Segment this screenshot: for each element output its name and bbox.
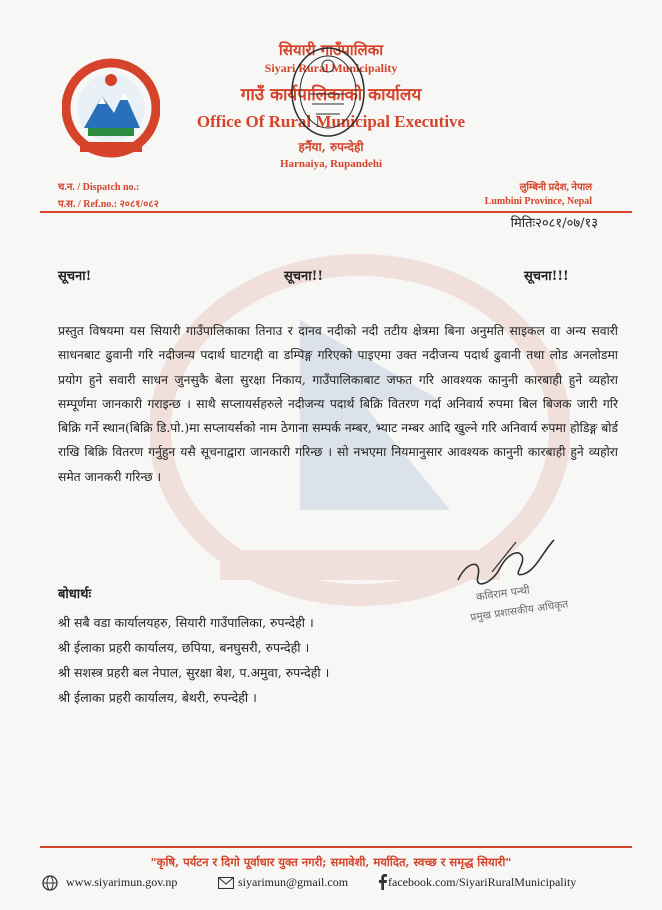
office-name-ne: गाउँ कार्यपालिकाको कार्यालय (240, 85, 422, 105)
letter-date: मितिः२०८१/०७/१३ (510, 216, 598, 231)
notice-heading-1: सूचना! (58, 269, 92, 284)
dispatch-number: च.न. / Dispatch no.: (58, 182, 140, 193)
mail-icon (218, 877, 234, 889)
notice-body: प्रस्तुत विषयमा यस सियारी गाउँपालिकाका तिनाउ र दानव नदीको नदी तटीय क्षेत्रमा बिना अनुमति साइकल वा अन्य सवारी साधनबाट ढुवानी गरि नदीजन्य पदार्थ घाटगद्दी वा डम्पिङ्ग गरिएको पाइएमा उक्त नदीजन्य पदार्थ ढुवानी तथा लोड अनलोडमा प्रयोग हुने सवारी साधन जुनसुकै बेला सुरक्षा निकाय, गाउँपालिकाबाट जफत गरि आवश्यक कानुनी कारबाही हुने व्यहोरा सम्पूर्णमा जानकारी गराइन्छ । साथै सप्लायर्सहरुले नदीजन्य पदार्थ बिक्रि वितरण गर्दा अनिवार्य रुपमा बिल बिजक जारी गरि बिक्रि गर्ने स्थान(बिक्रि डि.पो.)मा सप्लायर्सको नाम ठेगाना सम्पर्क नम्बर, भ्याट नम्बर आदि खुल्ने गरि अनिवार्य रुपमा होडिङ्ग बोर्ड राखि बिक्रि वितरण गर्नुहुन यसै सूचनाद्वारा जानकारी गरिन्छ । सो नभएमा नियमानुसार आवश्यक कानुनी कारबाही हुने व्यहोरा समेत जानकरी गरिन्छ । (58, 324, 618, 484)
signatory-name: कविराम पन्थी (475, 583, 531, 604)
place-name-en: Harnaiya, Rupandehi (279, 158, 383, 170)
website-link[interactable]: www.siyarimun.gov.np (66, 875, 178, 889)
signatory-title: प्रमुख प्रशासकीय अधिकृत (469, 598, 569, 624)
stamp-icon (288, 44, 368, 140)
notice-heading-2: सूचना!! (284, 269, 324, 284)
footer-divider (40, 846, 632, 848)
cc-item: श्री सबै वडा कार्यालयहरु, सियारी गाउँपालिका, रुपन्देही । (58, 615, 314, 630)
footer-slogan: "कृषि, पर्यटन र दिगो पूर्वाधार युक्त नगरी; समावेशी, मर्यादित, स्वच्छ र समृद्ध सियारी" (150, 855, 512, 869)
facebook-link[interactable]: facebook.com/SiyariRuralMunicipality (388, 875, 577, 889)
place-name-ne: हर्नैया, रुपन्देही (298, 140, 364, 154)
province-en: Lumbini Province, Nepal (484, 196, 592, 207)
facebook-icon (378, 874, 387, 890)
email-link[interactable]: siyarimun@gmail.com (238, 875, 349, 889)
notice-heading-3: सूचना!!! (524, 269, 569, 284)
globe-icon (42, 875, 58, 891)
cc-item: श्री ईलाका प्रहरी कार्यालय, छपिया, बनघुसरी, रुपन्देही । (58, 640, 310, 655)
cc-label: बोधार्थः (58, 587, 92, 602)
office-name-en: Office Of Rural Municipal Executive (196, 112, 466, 131)
ref-number: प.स. / Ref.no.: २०८१/०८२ (58, 199, 159, 210)
municipality-name-en: Siyari Rural Municipality (264, 61, 398, 75)
municipality-name-ne: सियारी गाउँपालिका (278, 41, 384, 59)
cc-item: श्री सशस्त्र प्रहरी बल नेपाल, सुरक्षा बेश, प.अमुवा, रुपन्देही । (58, 665, 330, 680)
cc-item: श्री ईलाका प्रहरी कार्यालय, बेथरी, रुपन्देही । (58, 690, 257, 705)
province-ne: लुम्बिनी प्रदेश, नेपाल (519, 182, 592, 193)
